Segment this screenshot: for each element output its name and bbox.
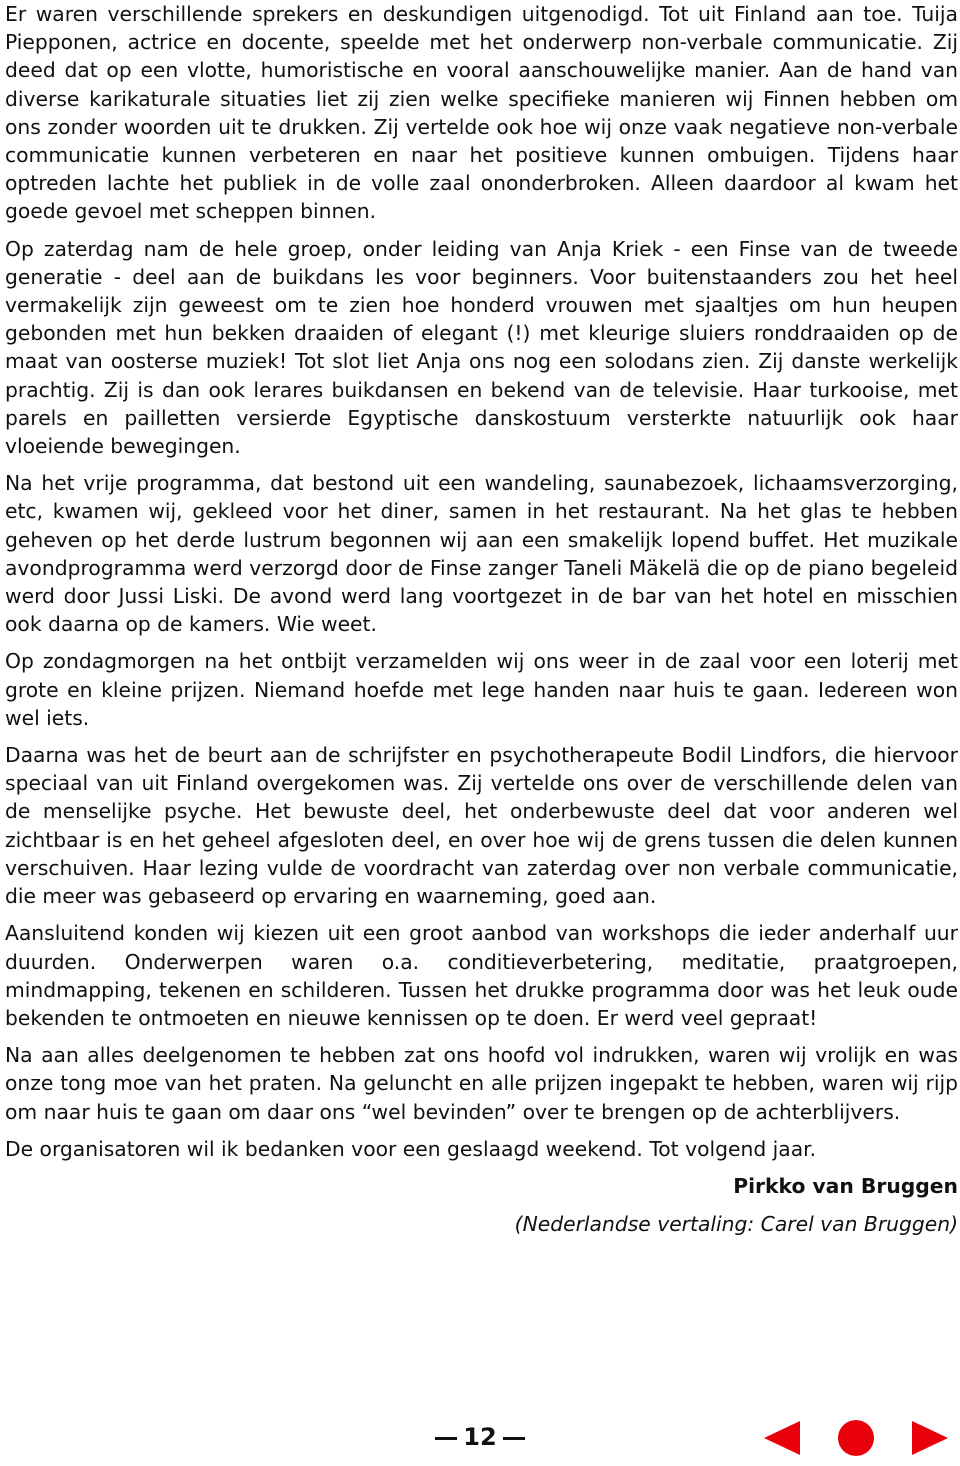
paragraph-thanks: De organisatoren wil ik bedanken voor een geslaagd weekend. Tot volgend jaar.: [5, 1136, 817, 1161]
paragraph-psychotherapist: Daarna was het de beurt aan de schrijfster en psychotherapeute Bodil Lindfors, die hiervoor speciaal van uit Finland overgekomen was. Zij vertelde ons over de verschillende delen van de menselijke psyche. Het bewuste deel, het onderbewuste deel dat voor anderen wel zichtbaar is en het geheel afgesloten deel, en over hoe wij de grens tussen die delen kunnen verschuiven. Haar lezing vulde de voordracht van zaterdag over non verbale communicatie, die meer was gebaseerd op ervaring en waarneming, goed aan.: [5, 743, 958, 909]
filled-circle-icon: [836, 1418, 876, 1458]
previous-page-button[interactable]: [762, 1418, 802, 1458]
paragraph-speakers: Er waren verschillende sprekers en deskundigen uitgenodigd. Tot uit Finland aan toe. Tuija Piepponen, actrice en docente, speelde met het onderwerp non-verbale communicatie. Zij deed dat op een vlotte, humoristische en vooral aanschouwelijke manier. Aan de hand van diverse karikaturale situaties liet zij zien welke specifieke manieren wij Finnen hebben om ons zonder woorden uit te drukken. Zij vertelde ook hoe wij onze vaak negatieve non-verbale communicatie kunnen verbeteren en naar het positieve kunnen ombuigen. Tijdens haar optreden lachte het publiek in de volle zaal ononderbroken. Alleen daardoor al kwam het goede gevoel met scheppen binnen.: [5, 2, 958, 224]
home-button[interactable]: [836, 1418, 876, 1458]
triangle-left-icon: [762, 1418, 802, 1458]
page-number-dash-right: [503, 1437, 525, 1440]
page-number-value: 12: [463, 1423, 497, 1451]
next-page-button[interactable]: [910, 1418, 950, 1458]
document-page: [5, 0, 958, 1238]
page-number: [0, 1421, 960, 1453]
page-number-dash-left: [435, 1437, 457, 1440]
paragraph-workshops: Aansluitend konden wij kiezen uit een groot aanbod van workshops die ieder anderhalf uur duurden. Onderwerpen waren o.a. conditieverbetering, meditatie, praatgroepen, mindmapping, tekenen en schilderen. Tussen het drukke programma door was het leuk oude bekenden te ontmoeten en nieuwe kennissen op te doen. Er werd veel gepraat!: [5, 921, 958, 1030]
paragraph-departure: Na aan alles deelgenomen te hebben zat ons hoofd vol indrukken, waren wij vrolijk en was onze tong moe van het praten. Na geluncht en alle prijzen ingepakt te hebben, waren wij rijp om naar huis te gaan om daar ons “wel bevinden” over te brengen op de achterblijvers.: [5, 1043, 958, 1124]
paragraph-evening-program: Na het vrije programma, dat bestond uit een wandeling, saunabezoek, lichaamsverzorging, etc, kwamen wij, gekleed voor het diner, samen in het restaurant. Na het glas te hebben geheven op het derde lustrum begonnen wij aan een smakelijk lopend buffet. Het muzikale avondprogramma werd verzorgd door de Finse zanger Taneli Mäkelä die op de piano begeleid werd door Jussi Liski. De avond werd lang voortgezet in de bar van het hotel en misschien ook daarna op de kamers. Wie weet.: [5, 471, 958, 637]
triangle-right-icon: [910, 1418, 950, 1458]
paragraph-lottery: Op zondagmorgen na het ontbijt verzamelden wij ons weer in de zaal voor een loterij met grote en kleine prijzen. Niemand hoefde met lege handen naar huis te gaan. Iedereen won wel iets.: [5, 649, 958, 730]
translation-credit: (Nederlandse vertaling: Carel van Bruggen): [514, 1212, 958, 1237]
author-signature: Pirkko van Bruggen: [733, 1173, 958, 1198]
paragraph-bellydance: Op zaterdag nam de hele groep, onder leiding van Anja Kriek - een Finse van de tweede generatie - deel aan de buikdans les voor beginners. Voor buitenstaanders zou het heel vermakelijk zijn geweest om te zien hoe honderd vrouwen met sjaaltjes om hun heupen gebonden met hun bekken draaiden of elegant (!) met kleurige sluiers ronddraaiden op de maat van oosterse muziek! Tot slot liet Anja ons nog een solodans zien. Zij danste werkelijk prachtig. Zij is dan ook lerares buikdansen en bekend van de televisie. Haar turkooise, met parels en pailletten versierde Egyptische danskostuum versterkte natuurlijk ook haar vloeiende bewegingen.: [5, 236, 958, 459]
